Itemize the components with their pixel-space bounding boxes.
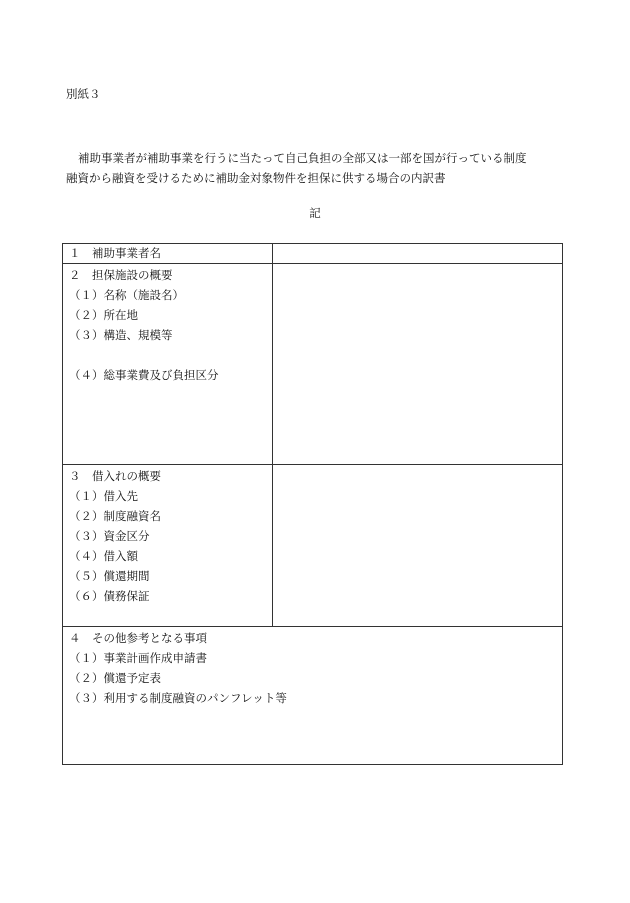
ki-heading: 記 xyxy=(309,206,321,220)
table-row-applicant xyxy=(63,244,563,264)
facility-label-cell xyxy=(63,264,273,465)
loan-item: （２）制度融資名 xyxy=(69,509,161,523)
intro-paragraph xyxy=(66,148,566,188)
facility-item: （１）名称（施設名） xyxy=(69,288,184,302)
facility-title: ２ 担保施設の概要 xyxy=(69,268,173,282)
facility-value-cell[interactable] xyxy=(273,264,563,465)
page-label: 別紙３ xyxy=(66,87,101,101)
intro-line-1: 補助事業者が補助事業を行うに当たって自己負担の全部又は一部を国が行っている制度 xyxy=(78,151,527,165)
table-row-facility xyxy=(63,264,563,465)
applicant-label: １ 補助事業者名 xyxy=(69,246,161,260)
other-item: （２）償還予定表 xyxy=(69,671,161,685)
applicant-value-cell[interactable] xyxy=(273,244,563,264)
other-title: ４ その他参考となる事項 xyxy=(69,631,207,645)
table-row-loan xyxy=(63,465,563,627)
loan-item: （５）償還期間 xyxy=(69,569,150,583)
loan-label-cell xyxy=(63,465,273,627)
loan-item: （１）借入先 xyxy=(69,489,138,503)
applicant-label-cell xyxy=(63,244,273,264)
loan-item: （３）資金区分 xyxy=(69,529,150,543)
other-item: （３）利用する制度融資のパンフレット等 xyxy=(69,691,287,705)
loan-title: ３ 借入れの概要 xyxy=(69,469,161,483)
other-cell xyxy=(63,627,563,765)
facility-item: （２）所在地 xyxy=(69,308,138,322)
other-item: （１）事業計画作成申請書 xyxy=(69,651,207,665)
facility-item: （３）構造、規模等 xyxy=(69,328,173,342)
breakdown-table xyxy=(62,243,563,765)
intro-line-2: 融資から融資を受けるために補助金対象物件を担保に供する場合の内訳書 xyxy=(66,171,446,185)
table-row-other xyxy=(63,627,563,765)
facility-item: （４）総事業費及び負担区分 xyxy=(69,368,219,382)
loan-item: （４）借入額 xyxy=(69,549,138,563)
spacer xyxy=(69,345,266,365)
loan-item: （６）債務保証 xyxy=(69,589,150,603)
loan-value-cell[interactable] xyxy=(273,465,563,627)
